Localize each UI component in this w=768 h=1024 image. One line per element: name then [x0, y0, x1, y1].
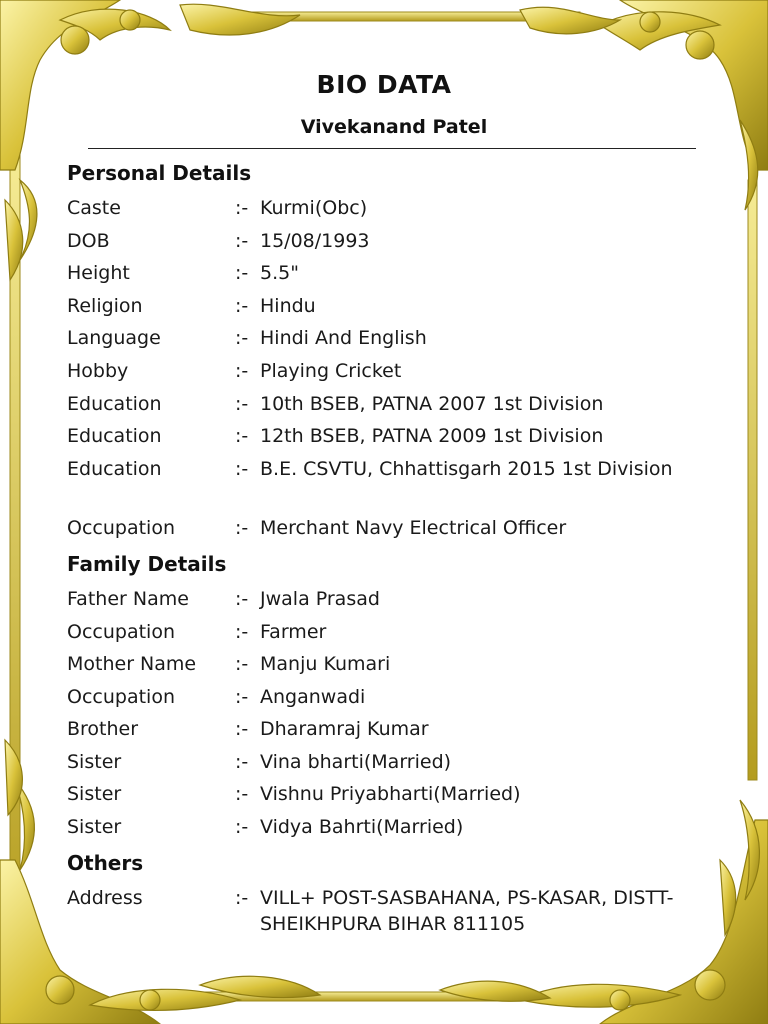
detail-value: Vina bharti(Married) [260, 751, 452, 773]
detail-value: Anganwadi [260, 686, 366, 708]
detail-value: Farmer [260, 621, 327, 643]
detail-separator: :- [235, 295, 249, 317]
detail-separator: :- [235, 458, 249, 480]
detail-label: Address [67, 887, 143, 909]
detail-label: Sister [67, 783, 122, 805]
detail-value: Manju Kumari [260, 653, 391, 675]
detail-value: Kurmi(Obc) [260, 197, 368, 219]
detail-label: Sister [67, 751, 122, 773]
detail-label: Language [67, 327, 161, 349]
detail-label: Religion [67, 295, 143, 317]
section-personal-details: Personal Details [67, 161, 252, 185]
detail-separator: :- [235, 517, 249, 539]
detail-value: Vishnu Priyabharti(Married) [260, 783, 521, 805]
detail-value: Hindu [260, 295, 316, 317]
detail-value: Hindi And English [260, 327, 427, 349]
detail-label: DOB [67, 230, 110, 252]
detail-value: 10th BSEB, PATNA 2007 1st Division [260, 393, 604, 415]
detail-separator: :- [235, 262, 249, 284]
document-title: BIO DATA [316, 70, 452, 99]
detail-label: Height [67, 262, 130, 284]
detail-separator: :- [235, 718, 249, 740]
detail-value: 15/08/1993 [260, 230, 370, 252]
detail-separator: :- [235, 588, 249, 610]
detail-value: Jwala Prasad [260, 588, 380, 610]
detail-separator: :- [235, 425, 249, 447]
detail-label: Mother Name [67, 653, 197, 675]
detail-separator: :- [235, 751, 249, 773]
detail-label: Occupation [67, 621, 175, 643]
detail-separator: :- [235, 230, 249, 252]
detail-separator: :- [235, 816, 249, 838]
detail-separator: :- [235, 360, 249, 382]
detail-label: Hobby [67, 360, 129, 382]
detail-value: 12th BSEB, PATNA 2009 1st Division [260, 425, 604, 447]
detail-label: Sister [67, 816, 122, 838]
detail-separator: :- [235, 686, 249, 708]
detail-separator: :- [235, 393, 249, 415]
section-others: Others [67, 851, 144, 875]
detail-label: Caste [67, 197, 121, 219]
detail-value: Dharamraj Kumar [260, 718, 429, 740]
detail-label: Education [67, 393, 162, 415]
detail-label: Brother [67, 718, 139, 740]
detail-label: Education [67, 458, 162, 480]
section-family-details: Family Details [67, 552, 227, 576]
detail-separator: :- [235, 621, 249, 643]
detail-label: Occupation [67, 517, 175, 539]
detail-value: VILL+ POST-SASBAHANA, PS-KASAR, DISTT-SHEIKHPURA BIHAR 811105 [260, 887, 674, 935]
title-divider [88, 148, 696, 149]
detail-value: Vidya Bahrti(Married) [260, 816, 464, 838]
detail-separator: :- [235, 327, 249, 349]
detail-label: Education [67, 425, 162, 447]
detail-label: Occupation [67, 686, 175, 708]
detail-separator: :- [235, 783, 249, 805]
detail-value: Playing Cricket [260, 360, 402, 382]
detail-value: B.E. CSVTU, Chhattisgarh 2015 1st Division [260, 458, 673, 480]
person-name: Vivekanand Patel [300, 116, 488, 138]
detail-separator: :- [235, 887, 249, 909]
detail-value: 5.5" [260, 262, 299, 284]
detail-separator: :- [235, 197, 249, 219]
detail-label: Father Name [67, 588, 189, 610]
detail-separator: :- [235, 653, 249, 675]
detail-value: Merchant Navy Electrical Officer [260, 517, 567, 539]
